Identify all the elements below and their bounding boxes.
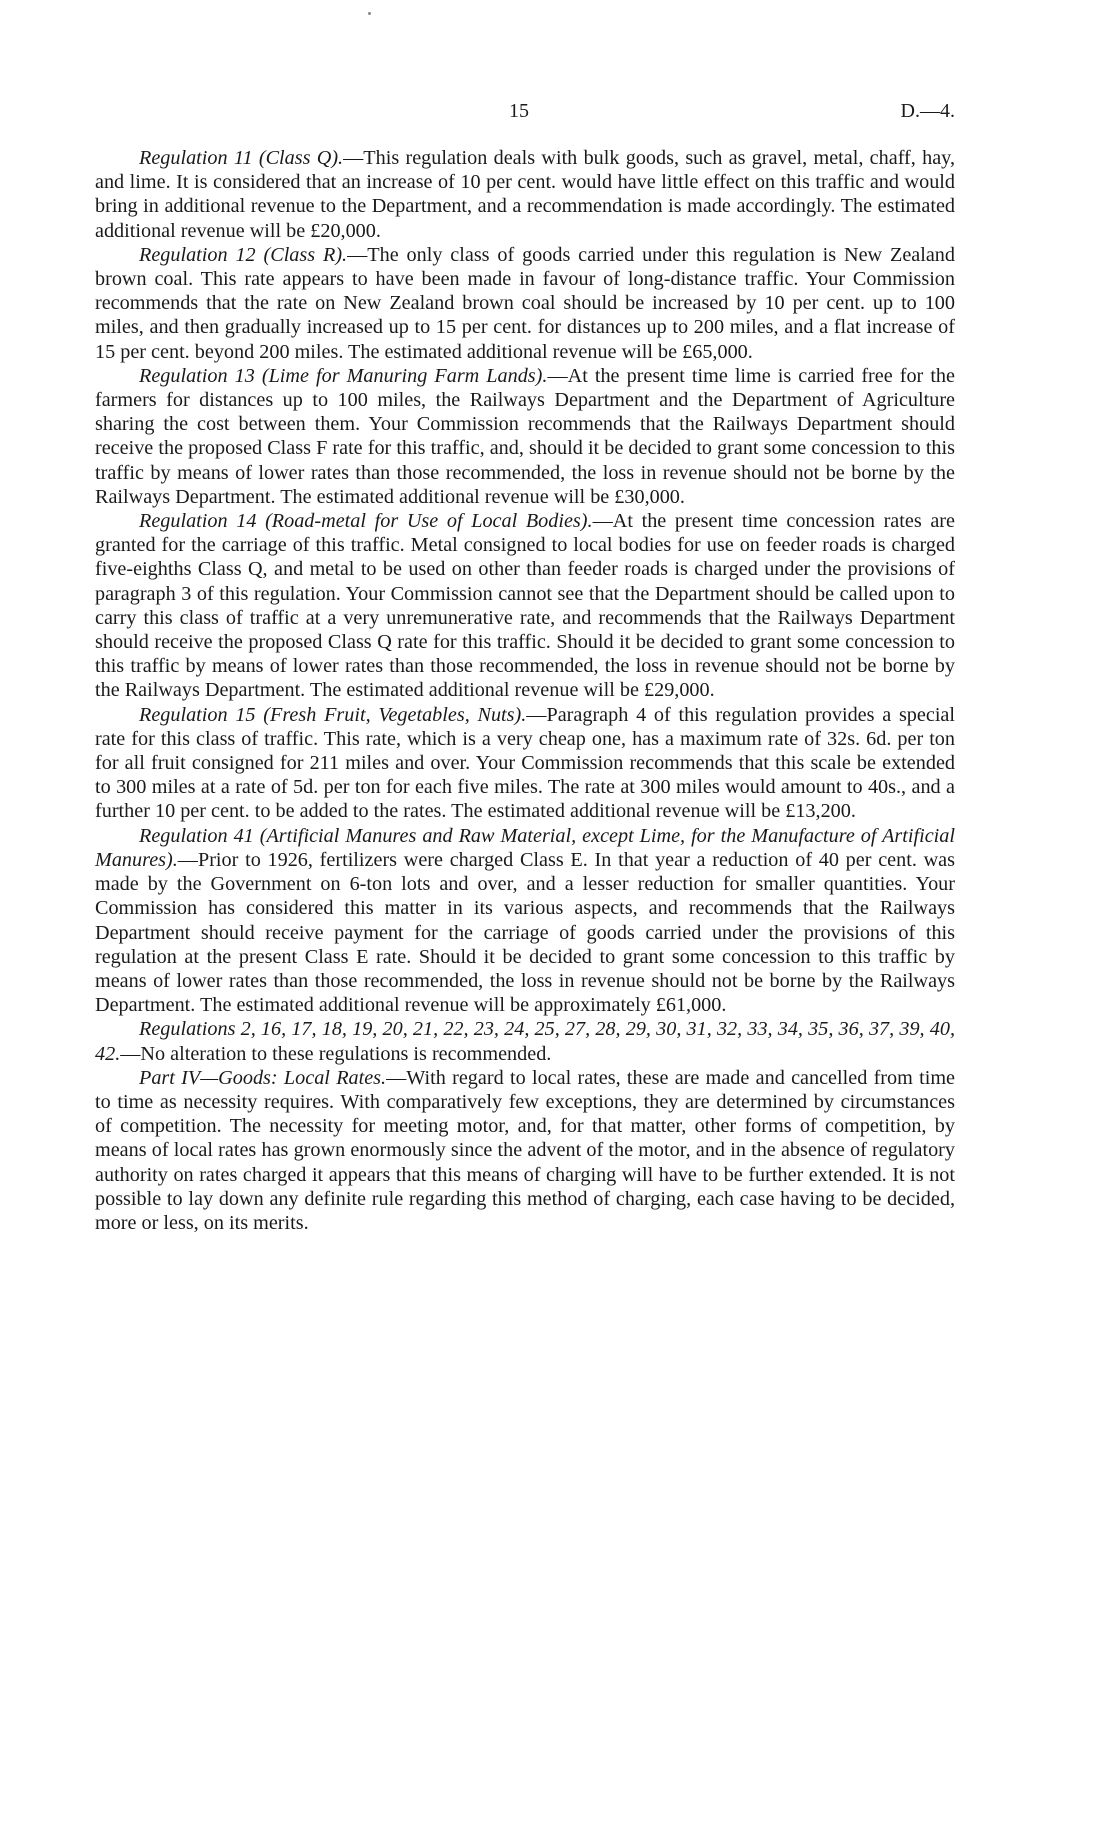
paragraph-heading: Regulations 2, 16, 17, 18, 19, 20, 21, 22, 23, 24, 25, 27, 28, 29, 30, 31, 32, 33, 34, 35, 36, 37, 39, 40, 42. — [95, 1018, 955, 1065]
paragraph-regulation-12 — [95, 243, 955, 364]
paragraph-local-rates — [95, 1066, 955, 1235]
paragraph-heading: Regulation 12 (Class R). — [139, 243, 348, 266]
paragraph-text: —At the present time concession rates are granted for the carriage of this traffic. Metal consigned to local bodies for use on feeder roads is charged five-eighths Class Q, and metal to be used on other than feeder roads is charged under the provisions of paragraph 3 of this regulation. Your Commission cannot see that the Department should be called upon to carry this class of traffic at a very unremunerative rate, and recommends that the Railways Department should receive the proposed Class Q rate for this traffic. Should it be decided to grant some concession to this traffic by means of lower rates than those recommended, the loss in revenue should not be borne by the Railways Department. The estimated additional revenue will be £29,000. — [95, 510, 955, 702]
paragraph-text: —At the present time lime is carried free for the farmers for distances up to 100 miles, the Railways Department and the Department of Agriculture sharing the cost between them. Your Commission recommends that the Railways Department should receive the proposed Class F rate for this traffic, and, should it be decided to grant some concession to this traffic by means of lower rates than those recommended, the loss in revenue should not be borne by the Railways Department. The estimated additional revenue will be £30,000. — [95, 364, 955, 508]
paragraph-regulations-unchanged — [95, 1017, 955, 1065]
paragraph-text: —Paragraph 4 of this regulation provides a special rate for this class of traffic. This rate, which is a very cheap one, has a maximum rate of 32s. 6d. per ton for all fruit consigned for 211 miles and over. Your Commission recommends that this scale be extended to 300 miles at a rate of 5d. per ton for each five miles. The rate at 300 miles would amount to 40s., and a further 10 per cent. to be added to the rates. The estimated additional revenue will be £13,200. — [95, 703, 955, 823]
paragraph-text: —Prior to 1926, fertilizers were charged Class E. In that year a reduction of 40 per cent. was made by the Government on 6-ton lots and over, and a lesser reduction for smaller quantities. Your Commission has considered this matter in its various aspects, and recommends that the Railways Department should receive payment for the carriage of goods carried under the provisions of this regulation at the present Class E rate. Should it be decided to grant some concession to this traffic by means of lower rates than those recommended, the loss in revenue should not be borne by the Railways Department. The estimated additional revenue will be approximately £61,000. — [95, 848, 955, 1017]
paragraph-regulation-14 — [95, 509, 955, 703]
paragraph-regulation-41 — [95, 824, 955, 1018]
paragraph-heading: Regulation 11 (Class Q). — [139, 147, 344, 169]
page-header — [95, 100, 955, 130]
paragraph-text: —With regard to local rates, these are made and cancelled from time to time as necessity requires. With comparatively few exceptions, they are determined by circumstances of competition. The necessity for meeting motor, and, for that matter, other forms of competition, by means of local rates has grown enormously since the advent of the motor, and in the absence of regulatory authority on rates charged it appears that this means of charging will have to be further extended. It is not possible to lay down any definite rule regarding this method of charging, each case having to be decided, more or less, on its merits. — [95, 1066, 955, 1234]
paragraph-heading: Regulation 14 (Road-metal for Use of Local Bodies). — [139, 510, 593, 533]
paragraph-heading: Regulation 41 (Artificial Manures and Raw Material, except Lime, for the Manufacture of Artificial Manures). — [95, 824, 955, 871]
page-number: 15 — [509, 100, 529, 122]
paragraph-text: —This regulation deals with bulk goods, such as gravel, metal, chaff, hay, and lime. It is considered that an increase of 10 per cent. would have little effect on this traffic and would bring in additional revenue to the Department, and a recommendation is made accordingly. The estimated additional revenue will be £20,000. — [95, 147, 955, 242]
scan-mark — [368, 12, 371, 15]
paragraph-regulation-13 — [95, 364, 955, 509]
document-reference: D.—4. — [900, 100, 955, 122]
paragraph-regulation-11 — [95, 146, 955, 243]
paragraph-text: —No alteration to these regulations is recommended. — [120, 1042, 552, 1065]
paragraph-regulation-15 — [95, 703, 955, 824]
paragraph-text: —The only class of goods carried under this regulation is New Zealand brown coal. This rate appears to have been made in favour of long-distance traffic. Your Commission recommends that the rate on New Zealand brown coal should be increased by 10 per cent. up to 100 miles, and then gradually increased up to 15 per cent. for distances up to 200 miles, and a flat increase of 15 per cent. beyond 200 miles. The estimated additional revenue will be £65,000. — [95, 243, 955, 363]
paragraph-heading: Part IV—Goods: Local Rates. — [139, 1066, 387, 1089]
document-body — [95, 146, 955, 1235]
paragraph-heading: Regulation 15 (Fresh Fruit, Vegetables, Nuts). — [139, 703, 527, 726]
paragraph-heading: Regulation 13 (Lime for Manuring Farm Lands). — [139, 364, 548, 387]
